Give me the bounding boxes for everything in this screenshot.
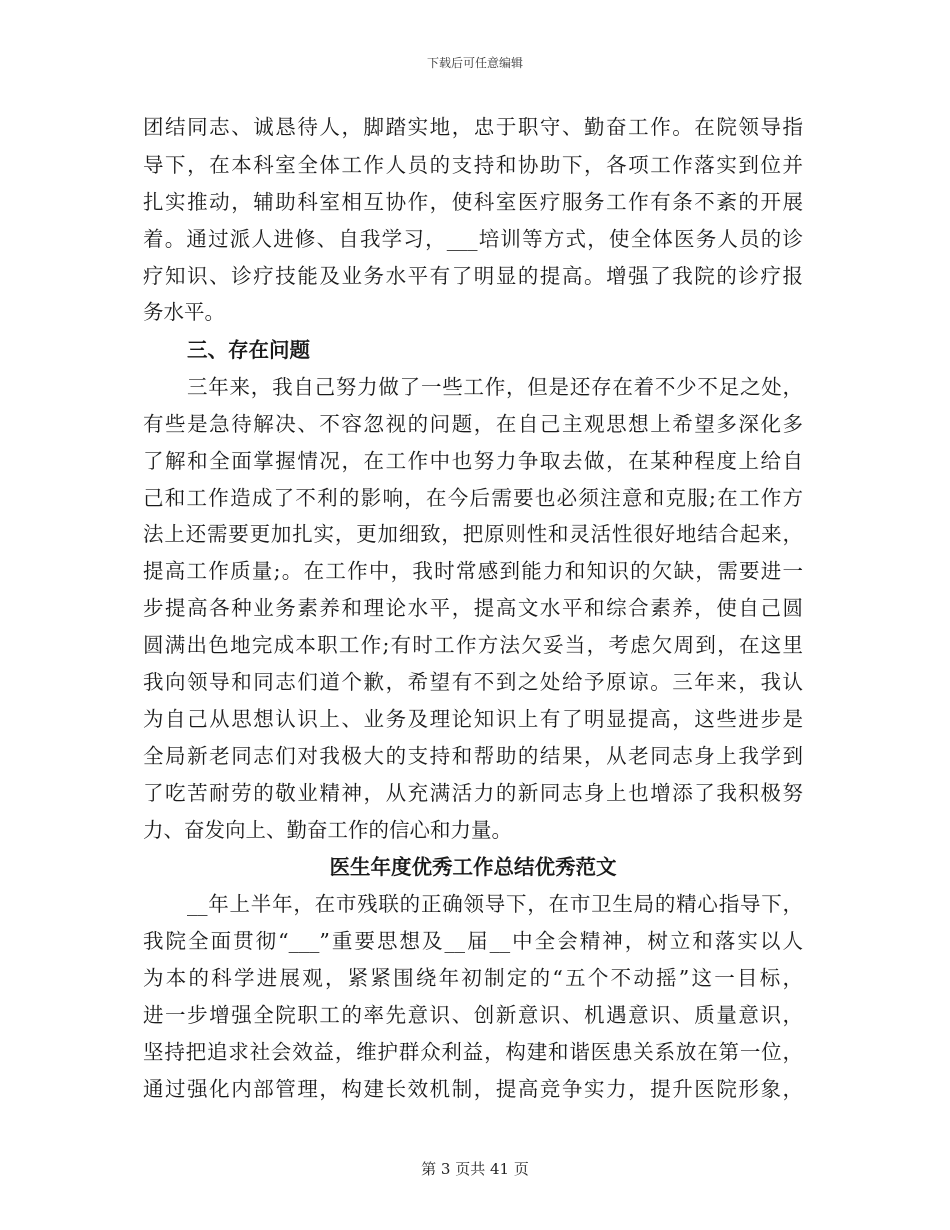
body-line: 有些是急待解决、不容忽视的问题，在自己主观思想上希望多深化多 (143, 412, 803, 436)
body-line: 全局新老同志们对我极大的支持和帮助的结果，从老同志身上我学到 (143, 744, 803, 768)
body-line: 圆满出色地完成本职工作;有时工作方法欠妥当，考虑欠周到，在这里 (143, 633, 803, 657)
body-line: 进一步增强全院职工的率先意识、创新意识、机遇意识、质量意识， (143, 1003, 803, 1027)
body-line: 为自己从思想认识上、业务及理论知识上有了明显提高，这些进步是 (143, 707, 803, 731)
section-heading: 三、存在问题 (187, 338, 310, 362)
body-line: 坚持把追求社会效益，维护群众利益，构建和谐医患关系放在第一位， (143, 1040, 803, 1064)
body-line: 了解和全面掌握情况，在工作中也努力争取去做，在某种程度上给自 (143, 449, 803, 473)
body-line: 力、奋发向上、勤奋工作的信心和力量。 (143, 818, 512, 842)
body-line: 我向领导和同志们道个歉，希望有不到之处给予原谅。三年来，我认 (143, 670, 803, 694)
page-header: 下载后可任意编辑 (426, 56, 523, 70)
body-line: 步提高各种业务素养和理论水平，提高文水平和综合素养，使自己圆 (143, 596, 803, 620)
page-footer: 第 3 页共 41 页 (421, 1160, 529, 1178)
body-line: 三年来，我自己努力做了一些工作，但是还存在着不少不足之处， (187, 375, 803, 399)
body-line: 我院全面贯彻“___”重要思想及__届__中全会精神，树立和落实以人 (143, 929, 803, 953)
body-line: 提高工作质量;。在工作中，我时常感到能力和知识的欠缺，需要进一 (143, 559, 803, 583)
body-line: 为本的科学进展观，紧紧围绕年初制定的“五个不动摇”这一目标， (143, 966, 803, 990)
body-line: 扎实推动，辅助科室相互协作，使科室医疗服务工作有条不紊的开展 (143, 190, 803, 214)
body-line: 法上还需要更加扎实，更加细致，把原则性和灵活性很好地结合起来， (143, 522, 803, 546)
section-title: 医生年度优秀工作总结优秀范文 (329, 855, 617, 879)
body-line: 务水平。 (143, 300, 225, 324)
body-line: 疗知识、诊疗技能及业务水平有了明显的提高。增强了我院的诊疗报 (143, 264, 803, 288)
body-line: 导下，在本科室全体工作人员的支持和协助下，各项工作落实到位并 (143, 153, 803, 177)
body-line: 团结同志、诚恳待人，脚踏实地，忠于职守、勤奋工作。在院领导指 (143, 115, 803, 139)
body-line: 通过强化内部管理，构建长效机制，提高竞争实力，提升医院形象， (143, 1077, 803, 1101)
body-line: __年上半年，在市残联的正确领导下，在市卫生局的精心指导下， (187, 892, 803, 916)
body-line: 了吃苦耐劳的敬业精神，从充满活力的新同志身上也增添了我积极努 (143, 781, 803, 805)
body-line: 着。通过派人进修、自我学习，___培训等方式，使全体医务人员的诊 (143, 227, 803, 251)
body-line: 己和工作造成了不利的影响，在今后需要也必须注意和克服;在工作方 (143, 486, 803, 510)
